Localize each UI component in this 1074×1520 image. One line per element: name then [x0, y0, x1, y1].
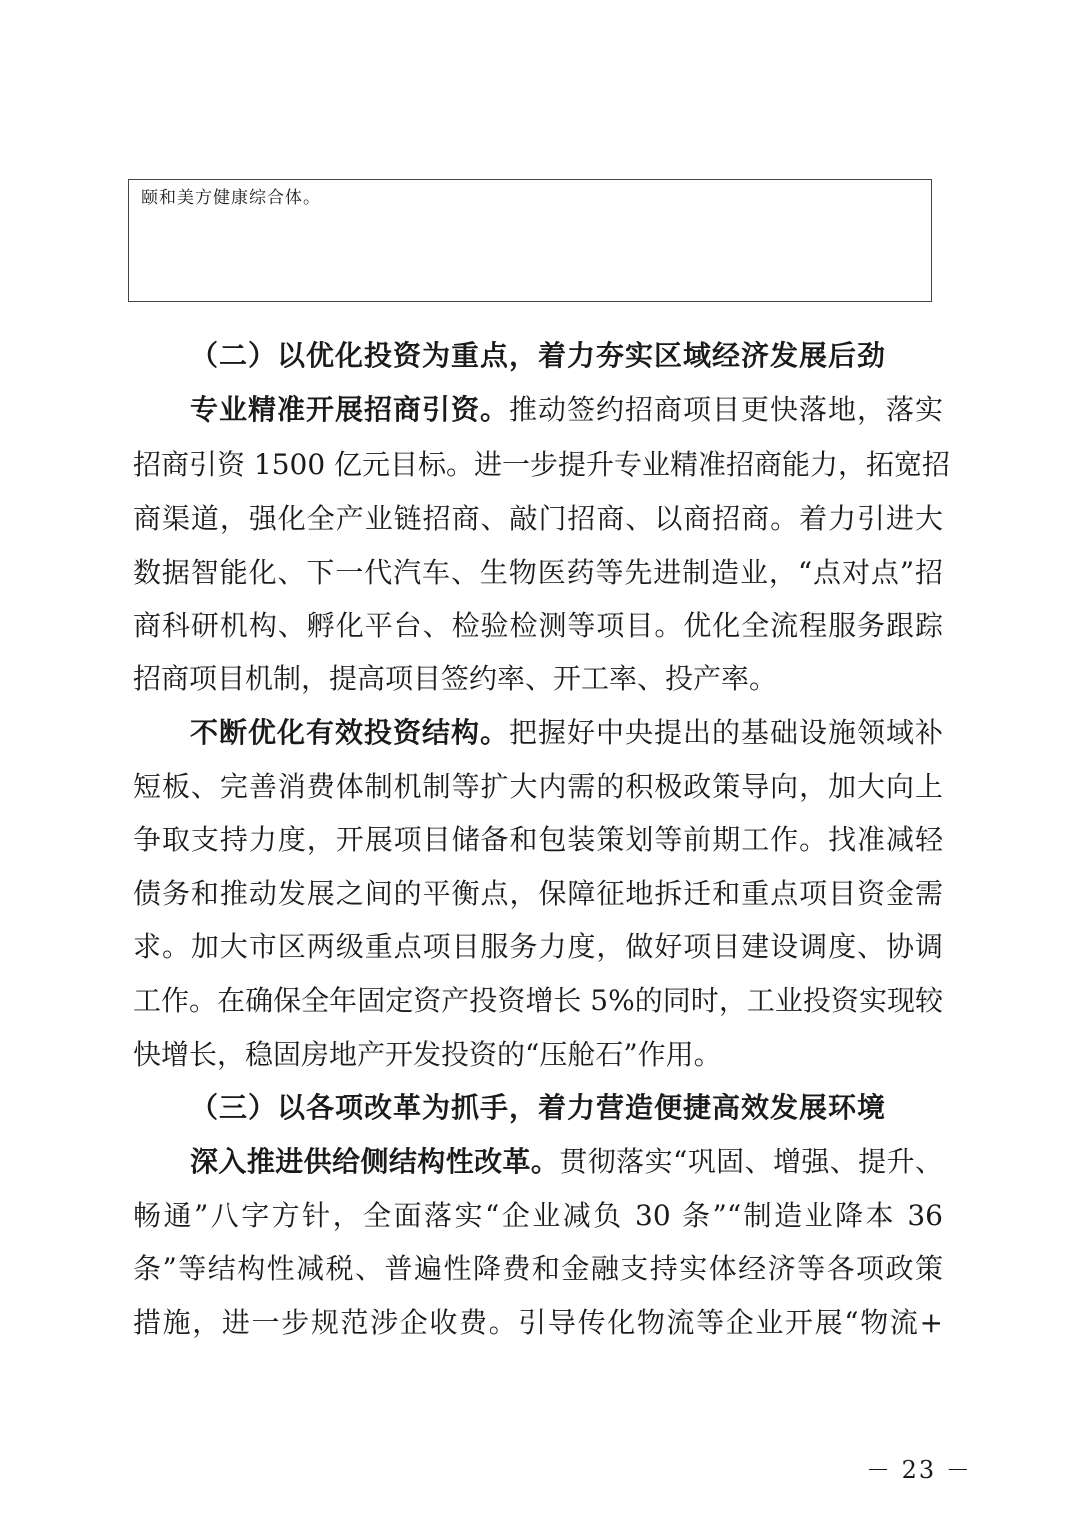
paragraph-lead: 深入推进供给侧结构性改革。 — [190, 1145, 560, 1178]
paragraph-line: 商渠道，强化全产业链招商、敲门招商、以商招商。着力引进大 — [133, 502, 943, 535]
paragraph-line: 招商引资 1500 亿元目标。进一步提升专业精准招商能力，拓宽招 — [133, 448, 951, 481]
section-heading-3: （三）以各项改革为抓手，着力营造便捷高效发展环境 — [190, 1091, 887, 1124]
paragraph-line: 求。加大市区两级重点项目服务力度，做好项目建设调度、协调 — [133, 930, 943, 963]
paragraph-line: 短板、完善消费体制机制等扩大内需的积极政策导向，加大向上 — [133, 770, 943, 803]
paragraph-line: 条”等结构性减税、普遍性降费和金融支持实体经济等各项政策 — [133, 1252, 943, 1285]
boxed-note — [128, 179, 932, 302]
paragraph-text: 把握好中央提出的基础设施领域补 — [509, 716, 943, 749]
section-heading-2: （二）以优化投资为重点，着力夯实区域经济发展后劲 — [190, 339, 887, 372]
paragraph-line: 商科研机构、孵化平台、检验检测等项目。优化全流程服务跟踪 — [133, 609, 943, 642]
paragraph-line: 工作。在确保全年固定资产投资增长 5%的同时，工业投资实现较 — [133, 984, 943, 1017]
paragraph-text: 贯彻落实“巩固、增强、提升、 — [559, 1145, 943, 1178]
page-number: － 23 － — [866, 1456, 972, 1484]
paragraph-line — [190, 713, 943, 753]
paragraph-line: 数据智能化、下一代汽车、生物医药等先进制造业，“点对点”招 — [133, 556, 943, 589]
paragraph-lead: 专业精准开展招商引资。 — [190, 393, 509, 426]
paragraph-line — [190, 390, 943, 430]
paragraph-line — [190, 1142, 943, 1182]
paragraph-line: 债务和推动发展之间的平衡点，保障征地拆迁和重点项目资金需 — [133, 877, 943, 910]
paragraph-text: 推动签约招商项目更快落地，落实 — [509, 393, 943, 426]
paragraph-line: 快增长，稳固房地产开发投资的“压舱石”作用。 — [133, 1038, 722, 1071]
boxed-note-text: 颐和美方健康综合体。 — [141, 188, 321, 208]
paragraph-line: 招商项目机制，提高项目签约率、开工率、投产率。 — [133, 662, 778, 695]
paragraph-line: 畅通”八字方针，全面落实“企业减负 30 条”“制造业降本 36 — [133, 1199, 943, 1232]
paragraph-line: 措施，进一步规范涉企收费。引导传化物流等企业开展“物流+ — [133, 1306, 943, 1339]
paragraph-line: 争取支持力度，开展项目储备和包装策划等前期工作。找准减轻 — [133, 823, 943, 856]
paragraph-lead: 不断优化有效投资结构。 — [190, 716, 509, 749]
